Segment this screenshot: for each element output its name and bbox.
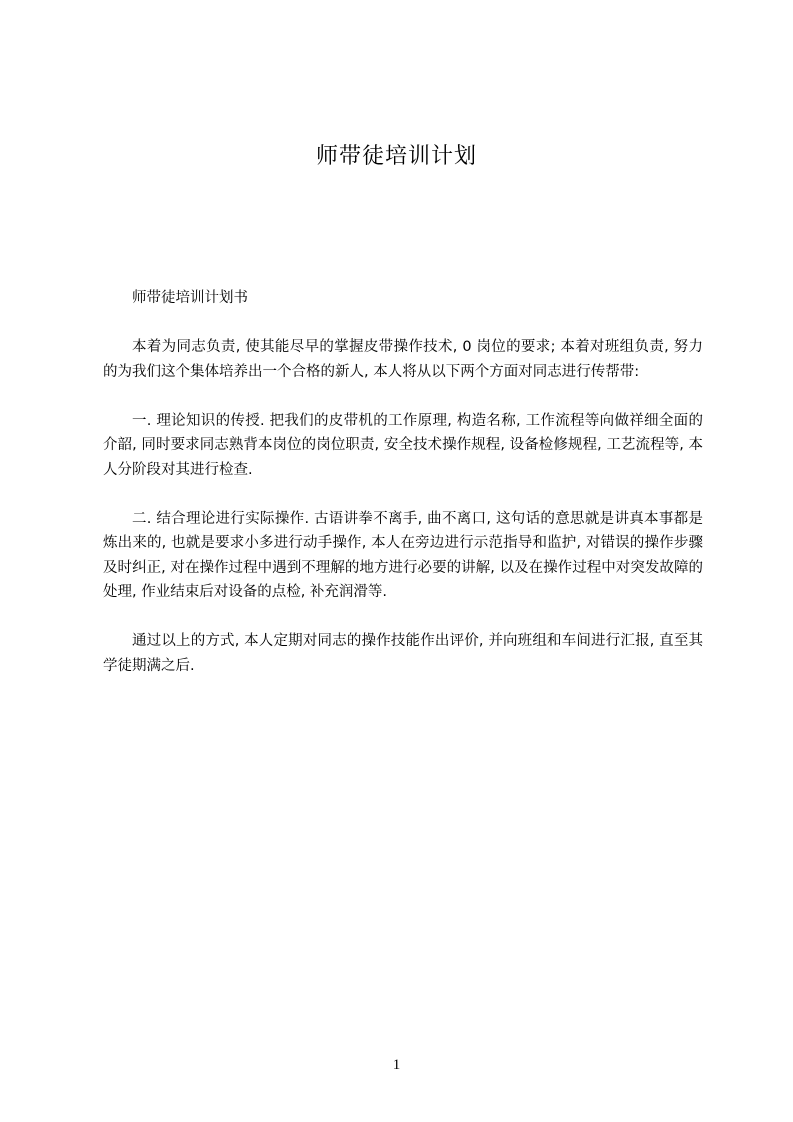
document-title: 师带徒培训计划 bbox=[315, 144, 477, 169]
document-subtitle: 师带徒培训计划书 bbox=[132, 290, 248, 306]
paragraph-conclusion: 通过以上的方式, 本人定期对同志的操作技能作出评价, 并向班组和车间进行汇报, 直至其学徒期满之后. bbox=[103, 633, 703, 674]
paragraph-intro: 本着为同志负责, 使其能尽早的掌握皮带操作技术, 0 岗位的要求; 本着对班组负责, 努力的为我们这个集体培养出一个合格的新人, 本人将从以下两个方面对同志进行传帮带: bbox=[103, 339, 703, 380]
paragraph-theory: 一. 理论知识的传授. 把我们的皮带机的工作原理, 构造名称, 工作流程等向做祥细全面的介韶, 同时要求同志熟背本岗位的岗位职责, 安全技术操作规程, 设备检修规程, 工艺流程等, 本人分阶段对其进行检查. bbox=[103, 412, 703, 478]
document-body bbox=[103, 286, 703, 703]
page-number: 1 bbox=[392, 1057, 401, 1073]
paragraph-practice: 二. 结合理论进行实际操作. 古语讲拳不离手, 曲不离口, 这句话的意思就是讲真本事都是炼出来的, 也就是要求小多进行动手操作, 本人在旁边进行示范指导和监护, 对错误的操作步骤及时纠正, 对在操作过程中遇到不理解的地方进行必要的讲解, 以及在操作过程中对突发故障的处理, 作业结束后对设备的点检, 补充润滑等. bbox=[103, 510, 703, 600]
